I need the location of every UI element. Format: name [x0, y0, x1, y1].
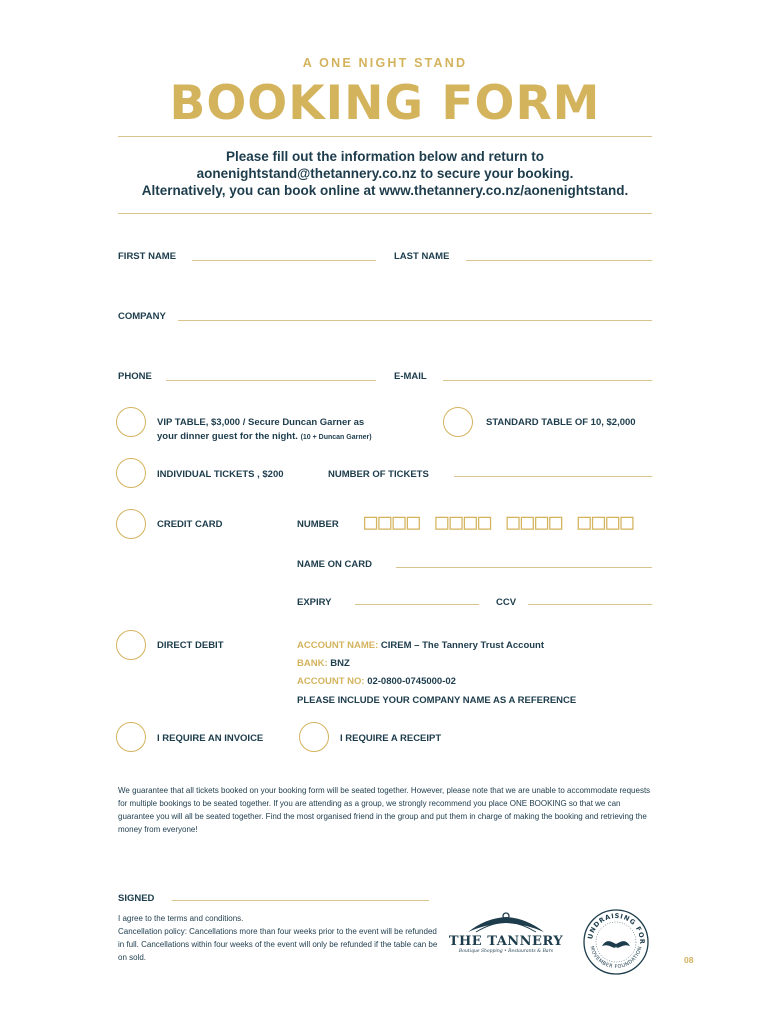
ccv-label: CCV: [496, 597, 517, 608]
vip-table-checkbox[interactable]: [116, 407, 146, 437]
svg-text:FUNDRAISING FOR: [582, 908, 646, 945]
bank-value: BNZ: [330, 658, 350, 669]
movember-foundation-logo: [582, 908, 650, 976]
standard-table-label: STANDARD TABLE OF 10, $2,000: [486, 417, 636, 428]
terms-agree: I agree to the terms and conditions.: [118, 914, 244, 923]
form-subtitle: A ONE NIGHT STAND: [302, 56, 468, 70]
email-label: E-MAIL: [394, 371, 427, 382]
account-no-row: [297, 676, 456, 687]
number-of-tickets-label: NUMBER OF TICKETS: [328, 469, 429, 480]
divider-intro: [118, 213, 652, 214]
page-number: 08: [684, 955, 694, 965]
vip-table-label-1: VIP TABLE, $3,000 / Secure Duncan Garner as: [157, 417, 365, 428]
guarantee-paragraph: We guarantee that all tickets booked on your booking form will be seated together. However, please note that we are unable to accommodate requests for multiple bookings to be seated together. If you are attending as a group, we strongly recommend you place ONE BOOKING so that we can guarantee you will all be seated together. Find the most organised friend in the group and put them in charge of making the booking and retrieving the money from everyone!: [118, 786, 651, 834]
account-name-value: CIREM – The Tannery Trust Account: [380, 640, 545, 651]
card-number-label: NUMBER: [297, 519, 339, 530]
form-title: BOOKING FORM: [169, 76, 601, 131]
expiry-label: EXPIRY: [297, 597, 332, 608]
tannery-emblem-icon: [466, 912, 546, 934]
account-name-row: [297, 640, 544, 651]
tannery-logo-name: THE TANNERY: [448, 934, 564, 949]
credit-card-label: CREDIT CARD: [157, 519, 223, 530]
movember-seal-icon: [582, 908, 650, 976]
account-name-label: ACCOUNT NAME:: [297, 640, 379, 651]
moustache-icon: [602, 941, 630, 948]
cancellation-policy: Cancellation policy: Cancellations more than four weeks prior to the event will be refunded in full. Cancellations within four weeks of the event will only be refunded if the table can be on sold.: [118, 927, 438, 962]
reference-note: PLEASE INCLUDE YOUR COMPANY NAME AS A REFERENCE: [297, 695, 577, 706]
first-name-label: FIRST NAME: [118, 251, 177, 262]
card-number-boxes[interactable]: □□□□ □□□□ □□□□ □□□□: [364, 510, 635, 535]
credit-card-checkbox[interactable]: [116, 509, 146, 539]
receipt-label: I REQUIRE A RECEIPT: [340, 733, 442, 744]
name-on-card-label: NAME ON CARD: [297, 559, 372, 570]
direct-debit-checkbox[interactable]: [116, 630, 146, 660]
ccv-field[interactable]: [528, 604, 652, 605]
terms-text: [118, 912, 438, 964]
movember-bottom-text: MOVEMBER FOUNDATION: [588, 945, 644, 971]
receipt-checkbox[interactable]: [299, 722, 329, 752]
signature-field[interactable]: [172, 900, 429, 901]
last-name-field[interactable]: [466, 260, 652, 261]
intro-text: [100, 148, 670, 199]
signed-label: SIGNED: [118, 893, 155, 904]
intro-line-3: Alternatively, you can book online at www.thetannery.co.nz/aonenightstand.: [141, 183, 629, 198]
last-name-label: LAST NAME: [394, 251, 450, 262]
name-on-card-field[interactable]: [396, 567, 652, 568]
bank-row: [297, 658, 350, 669]
account-no-label: ACCOUNT NO:: [297, 676, 365, 687]
invoice-checkbox[interactable]: [116, 722, 146, 752]
vip-table-label-2: [157, 431, 372, 442]
phone-field[interactable]: [166, 380, 376, 381]
tannery-logo-tagline: Boutique Shopping • Restaurants & Bars: [458, 949, 554, 954]
account-no-value: 02-0800-0745000-02: [367, 676, 456, 687]
svg-text:MOVEMBER FOUNDATION: [588, 946, 643, 970]
first-name-field[interactable]: [192, 260, 376, 261]
bank-label: BANK:: [297, 658, 328, 669]
intro-line-1: Please fill out the information below and return to: [225, 149, 545, 164]
individual-tickets-checkbox[interactable]: [116, 458, 146, 488]
vip-table-note: (10 + Duncan Garner): [300, 434, 372, 441]
invoice-label: I REQUIRE AN INVOICE: [157, 733, 264, 744]
phone-label: PHONE: [118, 371, 152, 382]
number-of-tickets-field[interactable]: [454, 476, 652, 477]
individual-tickets-label: INDIVIDUAL TICKETS , $200: [157, 469, 284, 480]
expiry-field[interactable]: [355, 604, 479, 605]
company-label: COMPANY: [118, 311, 166, 322]
email-field[interactable]: [443, 380, 652, 381]
vip-table-label-2-text: your dinner guest for the night.: [157, 431, 298, 442]
movember-top-text: UNDRAISING FOR: [586, 911, 647, 945]
direct-debit-label: DIRECT DEBIT: [157, 640, 224, 651]
the-tannery-logo: [448, 912, 564, 964]
divider-top: [118, 136, 652, 137]
company-field[interactable]: [178, 320, 652, 321]
standard-table-checkbox[interactable]: [443, 407, 473, 437]
intro-line-2: aonenightstand@thetannery.co.nz to secure your booking.: [196, 166, 574, 181]
